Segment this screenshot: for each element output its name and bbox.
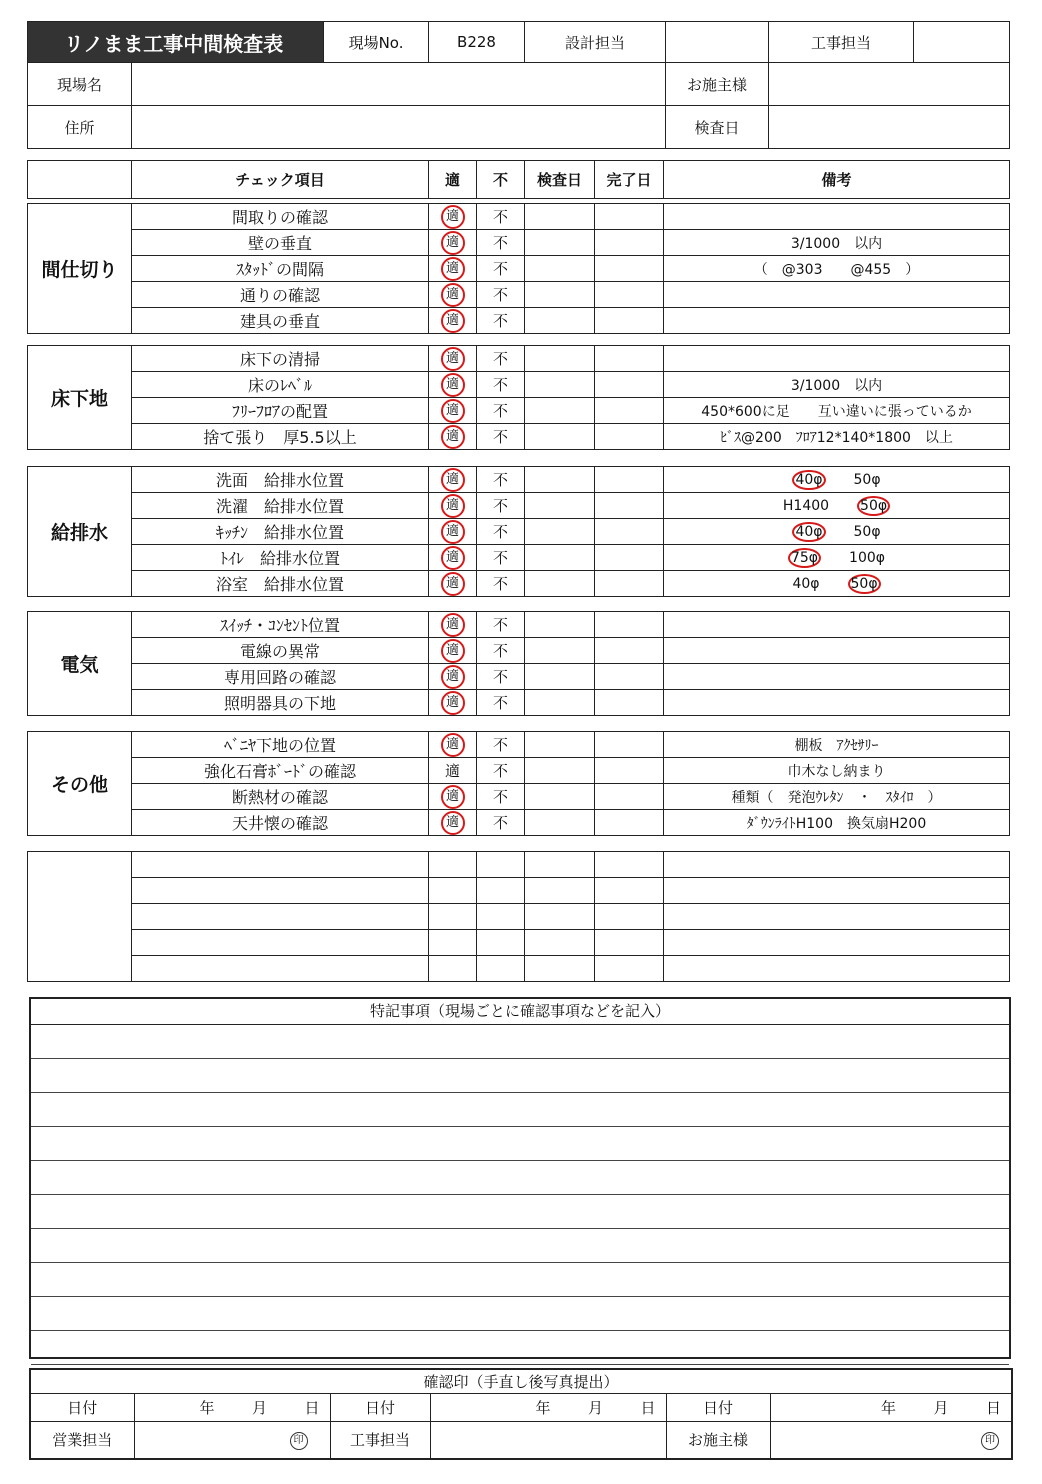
ng-checkbox[interactable]: 不 bbox=[477, 664, 525, 690]
done-date-cell[interactable] bbox=[595, 612, 664, 638]
remark-cell[interactable] bbox=[664, 690, 1010, 716]
check-date-cell[interactable] bbox=[525, 664, 595, 690]
category-label: 床下地 bbox=[28, 346, 132, 450]
inspection-date-field[interactable] bbox=[769, 106, 1010, 149]
check-date-cell[interactable] bbox=[525, 398, 595, 424]
site-name-field[interactable] bbox=[132, 63, 666, 106]
remark-cell[interactable]: 棚板 ｱｸｾｻﾘｰ bbox=[664, 732, 1010, 758]
ok-checkbox[interactable]: 適 bbox=[429, 372, 477, 398]
extra-cell[interactable] bbox=[132, 878, 429, 904]
note-line[interactable] bbox=[31, 1229, 1009, 1263]
check-item: ﾌﾘｰﾌﾛｱの配置 bbox=[132, 398, 429, 424]
check-item: 通りの確認 bbox=[132, 282, 429, 308]
check-item: ﾍﾞﾆﾔ下地の位置 bbox=[132, 732, 429, 758]
table-row bbox=[28, 571, 1010, 597]
ok-checkbox[interactable]: 適 bbox=[429, 732, 477, 758]
check-item: 床下の清掃 bbox=[132, 346, 429, 372]
col-item: チェック項目 bbox=[132, 161, 429, 199]
table-row bbox=[28, 732, 1010, 758]
remark-cell[interactable]: 3/1000 以内 bbox=[664, 372, 1010, 398]
table-row bbox=[28, 204, 1010, 230]
table-row bbox=[28, 230, 1010, 256]
extra-cell[interactable] bbox=[664, 904, 1010, 930]
extra-category bbox=[28, 852, 132, 982]
note-line[interactable] bbox=[31, 1195, 1009, 1229]
col-check-date: 検査日 bbox=[525, 161, 595, 199]
inspection-date-label: 検査日 bbox=[666, 106, 769, 149]
done-date-cell[interactable] bbox=[595, 308, 664, 334]
ng-checkbox[interactable]: 不 bbox=[477, 519, 525, 545]
sales-seal-field[interactable] bbox=[134, 1421, 330, 1459]
remark-cell[interactable]: 450*600に足 互い違いに張っているか bbox=[664, 398, 1010, 424]
ok-checkbox[interactable]: 適 bbox=[429, 545, 477, 571]
check-date-cell[interactable] bbox=[525, 204, 595, 230]
ng-checkbox[interactable]: 不 bbox=[477, 784, 525, 810]
check-date-cell[interactable] bbox=[525, 784, 595, 810]
ok-checkbox[interactable]: 適 bbox=[429, 784, 477, 810]
check-item: 浴室 給排水位置 bbox=[132, 571, 429, 597]
table-row bbox=[28, 638, 1010, 664]
table-row bbox=[28, 810, 1010, 836]
seal-icon: 印 bbox=[981, 1432, 999, 1450]
remark-cell[interactable]: 巾木なし納まり bbox=[664, 758, 1010, 784]
check-item: 断熱材の確認 bbox=[132, 784, 429, 810]
check-item: 天井懐の確認 bbox=[132, 810, 429, 836]
sales-label: 営業担当 bbox=[30, 1421, 134, 1459]
remark-cell[interactable] bbox=[664, 638, 1010, 664]
done-date-cell[interactable] bbox=[595, 545, 664, 571]
section-table bbox=[27, 466, 1010, 597]
table-row bbox=[28, 282, 1010, 308]
check-date-cell[interactable] bbox=[525, 758, 595, 784]
ok-checkbox[interactable]: 適 bbox=[429, 758, 477, 784]
check-item: 建具の垂直 bbox=[132, 308, 429, 334]
done-date-cell[interactable] bbox=[595, 372, 664, 398]
table-row bbox=[28, 398, 1010, 424]
table-row bbox=[28, 519, 1010, 545]
ng-checkbox[interactable]: 不 bbox=[477, 467, 525, 493]
ng-checkbox[interactable]: 不 bbox=[477, 690, 525, 716]
check-item: 照明器具の下地 bbox=[132, 690, 429, 716]
ok-checkbox[interactable]: 適 bbox=[429, 612, 477, 638]
remark-cell[interactable]: （ @303 @455 ） bbox=[664, 256, 1010, 282]
check-date-cell[interactable] bbox=[525, 732, 595, 758]
confirm-table bbox=[29, 1368, 1013, 1460]
done-date-cell[interactable] bbox=[595, 424, 664, 450]
table-row bbox=[28, 758, 1010, 784]
category-label: 給排水 bbox=[28, 467, 132, 597]
check-date-cell[interactable] bbox=[525, 308, 595, 334]
col-done-date: 完了日 bbox=[595, 161, 664, 199]
extra-cell[interactable] bbox=[132, 852, 429, 878]
extra-cell[interactable] bbox=[664, 878, 1010, 904]
table-row bbox=[28, 256, 1010, 282]
done-date-cell[interactable] bbox=[595, 493, 664, 519]
category-label: 間仕切り bbox=[28, 204, 132, 334]
date-field-2[interactable]: 年 月 日 bbox=[430, 1393, 666, 1421]
note-line[interactable] bbox=[31, 1059, 1009, 1093]
ng-checkbox[interactable]: 不 bbox=[477, 424, 525, 450]
note-line[interactable] bbox=[31, 1093, 1009, 1127]
done-date-cell[interactable] bbox=[595, 346, 664, 372]
check-item: 洗面 給排水位置 bbox=[132, 467, 429, 493]
date-field-1[interactable]: 年 月 日 bbox=[134, 1393, 330, 1421]
designer-field[interactable] bbox=[666, 22, 769, 63]
check-item: 捨て張り 厚5.5以上 bbox=[132, 424, 429, 450]
category-label: 電気 bbox=[28, 612, 132, 716]
extra-cell[interactable] bbox=[132, 904, 429, 930]
table-row bbox=[28, 467, 1010, 493]
ok-checkbox[interactable]: 適 bbox=[429, 493, 477, 519]
note-line[interactable] bbox=[31, 1263, 1009, 1297]
done-date-cell[interactable] bbox=[595, 282, 664, 308]
ng-checkbox[interactable]: 不 bbox=[477, 346, 525, 372]
check-item: ｽｲｯﾁ・ｺﾝｾﾝﾄ位置 bbox=[132, 612, 429, 638]
extra-cell[interactable] bbox=[664, 956, 1010, 982]
ng-checkbox[interactable]: 不 bbox=[477, 810, 525, 836]
construction-seal-field[interactable] bbox=[430, 1421, 666, 1459]
ng-checkbox[interactable]: 不 bbox=[477, 398, 525, 424]
remark-cell[interactable]: 75φ 100φ bbox=[664, 545, 1010, 571]
col-remarks: 備考 bbox=[664, 161, 1010, 199]
ok-checkbox[interactable]: 適 bbox=[429, 519, 477, 545]
check-date-cell[interactable] bbox=[525, 282, 595, 308]
remark-cell[interactable] bbox=[664, 664, 1010, 690]
table-row bbox=[28, 664, 1010, 690]
ok-checkbox[interactable]: 適 bbox=[429, 204, 477, 230]
remark-cell[interactable]: H1400 50φ bbox=[664, 493, 1010, 519]
ok-checkbox[interactable]: 適 bbox=[429, 282, 477, 308]
ok-checkbox[interactable]: 適 bbox=[429, 810, 477, 836]
check-item: ｽﾀｯﾄﾞの間隔 bbox=[132, 256, 429, 282]
notes-box[interactable] bbox=[29, 997, 1011, 1359]
check-date-cell[interactable] bbox=[525, 256, 595, 282]
check-item: 間取りの確認 bbox=[132, 204, 429, 230]
site-no-value[interactable]: B228 bbox=[429, 22, 525, 63]
table-row bbox=[28, 372, 1010, 398]
table-row bbox=[28, 784, 1010, 810]
done-date-cell[interactable] bbox=[595, 810, 664, 836]
check-date-cell[interactable] bbox=[525, 545, 595, 571]
note-line[interactable] bbox=[31, 1025, 1009, 1059]
check-date-cell[interactable] bbox=[525, 424, 595, 450]
address-label: 住所 bbox=[28, 106, 132, 149]
client-label: お施主様 bbox=[666, 63, 769, 106]
table-row bbox=[28, 545, 1010, 571]
header-table bbox=[27, 21, 1010, 149]
check-item: 電線の異常 bbox=[132, 638, 429, 664]
ok-checkbox[interactable]: 適 bbox=[429, 664, 477, 690]
designer-label: 設計担当 bbox=[525, 22, 666, 63]
check-date-cell[interactable] bbox=[525, 638, 595, 664]
client-field[interactable] bbox=[769, 63, 1010, 106]
check-item: ｷｯﾁﾝ 給排水位置 bbox=[132, 519, 429, 545]
ok-checkbox[interactable]: 適 bbox=[429, 346, 477, 372]
ng-checkbox[interactable]: 不 bbox=[477, 372, 525, 398]
ng-checkbox[interactable]: 不 bbox=[477, 732, 525, 758]
date-field-3[interactable]: 年 月 日 bbox=[770, 1393, 1012, 1421]
done-date-cell[interactable] bbox=[595, 467, 664, 493]
remark-cell[interactable] bbox=[664, 308, 1010, 334]
extra-cell[interactable] bbox=[664, 852, 1010, 878]
seal-icon: 印 bbox=[290, 1432, 308, 1450]
done-date-cell[interactable] bbox=[595, 204, 664, 230]
check-date-cell[interactable] bbox=[525, 467, 595, 493]
remark-cell[interactable]: ﾀﾞｳﾝﾗｲﾄH100 換気扇H200 bbox=[664, 810, 1010, 836]
note-line[interactable] bbox=[31, 1161, 1009, 1195]
check-item: 洗濯 給排水位置 bbox=[132, 493, 429, 519]
constructor-field[interactable] bbox=[914, 22, 1010, 63]
section-table bbox=[27, 345, 1010, 450]
done-date-cell[interactable] bbox=[595, 664, 664, 690]
done-date-cell[interactable] bbox=[595, 732, 664, 758]
ng-checkbox[interactable]: 不 bbox=[477, 282, 525, 308]
client-seal-field[interactable] bbox=[770, 1421, 1012, 1459]
done-date-cell[interactable] bbox=[595, 690, 664, 716]
ok-checkbox[interactable]: 適 bbox=[429, 230, 477, 256]
extra-block bbox=[27, 851, 1010, 982]
check-date-cell[interactable] bbox=[525, 493, 595, 519]
table-row bbox=[28, 424, 1010, 450]
date-label-3: 日付 bbox=[666, 1393, 770, 1421]
check-item: ﾄｲﾚ 給排水位置 bbox=[132, 545, 429, 571]
done-date-cell[interactable] bbox=[595, 230, 664, 256]
ok-checkbox[interactable]: 適 bbox=[429, 308, 477, 334]
check-item: 壁の垂直 bbox=[132, 230, 429, 256]
constructor-label: 工事担当 bbox=[769, 22, 914, 63]
table-row bbox=[28, 690, 1010, 716]
remark-cell[interactable] bbox=[664, 204, 1010, 230]
column-header bbox=[27, 160, 1010, 199]
check-date-cell[interactable] bbox=[525, 571, 595, 597]
date-label-1: 日付 bbox=[30, 1393, 134, 1421]
ng-checkbox[interactable]: 不 bbox=[477, 204, 525, 230]
remark-cell[interactable] bbox=[664, 282, 1010, 308]
done-date-cell[interactable] bbox=[595, 519, 664, 545]
col-ok: 適 bbox=[429, 161, 477, 199]
col-ng: 不 bbox=[477, 161, 525, 199]
check-date-cell[interactable] bbox=[525, 346, 595, 372]
extra-cell[interactable] bbox=[132, 930, 429, 956]
check-date-cell[interactable] bbox=[525, 810, 595, 836]
notes-title: 特記事項（現場ごとに確認事項などを記入） bbox=[31, 999, 1009, 1025]
done-date-cell[interactable] bbox=[595, 638, 664, 664]
table-row bbox=[28, 346, 1010, 372]
done-date-cell[interactable] bbox=[595, 758, 664, 784]
section-table bbox=[27, 731, 1010, 836]
check-item: 専用回路の確認 bbox=[132, 664, 429, 690]
table-row bbox=[28, 308, 1010, 334]
done-date-cell[interactable] bbox=[595, 571, 664, 597]
ng-checkbox[interactable]: 不 bbox=[477, 758, 525, 784]
ng-checkbox[interactable]: 不 bbox=[477, 230, 525, 256]
done-date-cell[interactable] bbox=[595, 256, 664, 282]
section-table bbox=[27, 611, 1010, 716]
ng-checkbox[interactable]: 不 bbox=[477, 308, 525, 334]
ok-checkbox[interactable]: 適 bbox=[429, 638, 477, 664]
remark-cell[interactable]: 40φ 50φ bbox=[664, 467, 1010, 493]
check-date-cell[interactable] bbox=[525, 230, 595, 256]
check-date-cell[interactable] bbox=[525, 372, 595, 398]
table-row bbox=[28, 612, 1010, 638]
confirm-title: 確認印（手直し後写真提出） bbox=[30, 1369, 1012, 1393]
extra-cell[interactable] bbox=[132, 956, 429, 982]
remark-cell[interactable]: 40φ 50φ bbox=[664, 571, 1010, 597]
check-item: 床のﾚﾍﾞﾙ bbox=[132, 372, 429, 398]
remark-cell[interactable] bbox=[664, 612, 1010, 638]
note-line[interactable] bbox=[31, 1127, 1009, 1161]
section-table bbox=[27, 203, 1010, 334]
remark-cell[interactable]: 3/1000 以内 bbox=[664, 230, 1010, 256]
check-item: 強化石膏ﾎﾞｰﾄﾞの確認 bbox=[132, 758, 429, 784]
ng-checkbox[interactable]: 不 bbox=[477, 571, 525, 597]
ok-checkbox[interactable]: 適 bbox=[429, 690, 477, 716]
ok-checkbox[interactable]: 適 bbox=[429, 256, 477, 282]
construction-label: 工事担当 bbox=[330, 1421, 430, 1459]
table-row bbox=[28, 493, 1010, 519]
ng-checkbox[interactable]: 不 bbox=[477, 493, 525, 519]
ok-checkbox[interactable]: 適 bbox=[429, 467, 477, 493]
ok-checkbox[interactable]: 適 bbox=[429, 424, 477, 450]
date-label-2: 日付 bbox=[330, 1393, 430, 1421]
ok-checkbox[interactable]: 適 bbox=[429, 571, 477, 597]
ng-checkbox[interactable]: 不 bbox=[477, 545, 525, 571]
form-title: リノまま工事中間検査表 bbox=[28, 22, 324, 63]
remark-cell[interactable]: 40φ 50φ bbox=[664, 519, 1010, 545]
check-date-cell[interactable] bbox=[525, 690, 595, 716]
done-date-cell[interactable] bbox=[595, 784, 664, 810]
ok-checkbox[interactable]: 適 bbox=[429, 398, 477, 424]
site-no-label: 現場No. bbox=[324, 22, 429, 63]
remark-cell[interactable]: ﾋﾞｽ@200 ﾌﾛｱ12*140*1800 以上 bbox=[664, 424, 1010, 450]
ng-checkbox[interactable]: 不 bbox=[477, 256, 525, 282]
note-line[interactable] bbox=[31, 1297, 1009, 1331]
remark-cell[interactable]: 種類（ 発泡ｳﾚﾀﾝ ・ ｽﾀｲﾛ ） bbox=[664, 784, 1010, 810]
check-date-cell[interactable] bbox=[525, 612, 595, 638]
extra-cell[interactable] bbox=[664, 930, 1010, 956]
note-line[interactable] bbox=[31, 1331, 1009, 1365]
check-date-cell[interactable] bbox=[525, 519, 595, 545]
site-name-label: 現場名 bbox=[28, 63, 132, 106]
address-field[interactable] bbox=[132, 106, 666, 149]
remark-cell[interactable] bbox=[664, 346, 1010, 372]
category-label: その他 bbox=[28, 732, 132, 836]
blank-corner bbox=[28, 161, 132, 199]
done-date-cell[interactable] bbox=[595, 398, 664, 424]
ng-checkbox[interactable]: 不 bbox=[477, 638, 525, 664]
client-confirm-label: お施主様 bbox=[666, 1421, 770, 1459]
ng-checkbox[interactable]: 不 bbox=[477, 612, 525, 638]
